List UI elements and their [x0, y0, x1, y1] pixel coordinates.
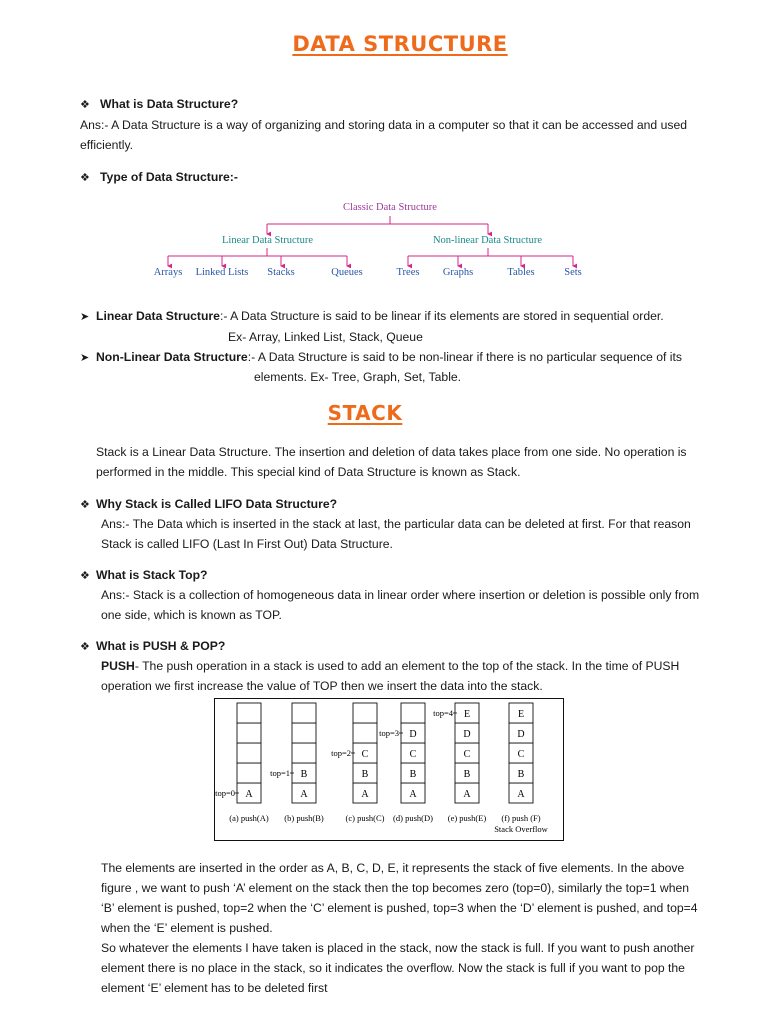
tree-nonlinear-label: Non-linear Data Structure	[432, 235, 543, 246]
stack-cell-letter: E	[517, 709, 525, 720]
stack-intro-line2: performed in the middle. This special kind of Data Structure is known as Stack.	[96, 465, 521, 479]
stack-cell-letter: D	[517, 729, 525, 740]
push-line1-text: - The push operation in a stack is used to add an element to the top of the stack. In the time of PUSH	[134, 659, 680, 673]
push-line2: operation we first increase the value of TOP then we insert the data into the stack.	[101, 679, 543, 693]
stack-caption: (b) push(B)	[284, 813, 324, 823]
stack-cell-letter: A	[463, 789, 471, 800]
stack-cell	[237, 723, 261, 743]
stack-cell	[292, 703, 316, 723]
linear-definition-text: :- A Data Structure is said to be linear if its elements are stored in sequential order.	[219, 309, 664, 323]
linear-term: Linear Data Structure	[96, 309, 220, 323]
stack-cell-letter: C	[361, 749, 369, 760]
stack-cell-letter: C	[409, 749, 417, 760]
diamond-bullet-icon: ❖	[80, 172, 90, 184]
stack-cell	[292, 743, 316, 763]
overflow-line2: element there is no place in the stack, so it indicates the overflow. Now the stack is full if you want to pop the	[101, 961, 685, 975]
explanation-line4: when the ‘E’ element is pushed.	[101, 921, 273, 935]
stack-cell-letter: C	[463, 749, 471, 760]
stack-cell	[353, 703, 377, 723]
diamond-bullet-icon: ❖	[80, 570, 90, 582]
stack-cell-letter: D	[463, 729, 471, 740]
stack-cell-letter: A	[409, 789, 417, 800]
stack-caption: (e) push(E)	[447, 813, 487, 823]
explanation-line3: ‘B’ element is pushed, top=2 when the ‘C’ element is pushed, top=3 when the ‘D’ element is pushed, and top=4	[101, 901, 698, 915]
push-term: PUSH	[101, 659, 135, 673]
stack-cell	[353, 723, 377, 743]
stack-top-label: top=3	[379, 728, 399, 738]
stack-cell	[401, 703, 425, 723]
overflow-line3: element ‘E’ element has to be deleted first	[101, 981, 328, 995]
nonlinear-term: Non-Linear Data Structure	[96, 350, 248, 364]
tree-leaf-stacks: Stacks	[267, 267, 295, 278]
question-text: What is PUSH & POP?	[96, 639, 226, 653]
question-type-of-ds	[80, 167, 238, 188]
stack-cell-letter: B	[463, 769, 471, 780]
stack-cell-letter: A	[361, 789, 369, 800]
tree-leaf-linked-lists: Linked Lists	[195, 267, 249, 278]
stack-cell-letter: D	[409, 729, 417, 740]
tree-linear-label: Linear Data Structure	[222, 235, 313, 246]
stack-title: STACK	[327, 401, 403, 425]
question-text: Type of Data Structure:-	[100, 170, 238, 184]
stack-cell	[237, 743, 261, 763]
stack-top-label: top=0	[215, 788, 235, 798]
stack-intro-line1: Stack is a Linear Data Structure. The insertion and deletion of data takes place from one side. No operation is	[96, 445, 687, 459]
stack-cell-letter: E	[463, 709, 471, 720]
stack-cell	[237, 763, 261, 783]
tree-leaf-trees: Trees	[396, 267, 420, 278]
stack-cell-letter: A	[517, 789, 525, 800]
diamond-bullet-icon: ❖	[80, 641, 90, 653]
answer-what-is-ds-line1: Ans:- A Data Structure is a way of organizing and storing data in a computer so that it can be accessed and used	[80, 118, 688, 132]
stack-caption: (a) push(A)	[229, 813, 269, 823]
question-text: What is Data Structure?	[100, 97, 239, 111]
arrow-bullet-icon: ➤	[80, 352, 90, 364]
stack-top-label: top=4	[433, 708, 453, 718]
explanation-line1: The elements are inserted in the order as A, B, C, D, E, it represents the stack of five elements. In the above	[101, 861, 685, 875]
stack-cell-letter: B	[300, 769, 308, 780]
answer-lifo-line2: Stack is called LIFO (Last In First Out) Data Structure.	[101, 537, 393, 551]
arrow-bullet-icon: ➤	[80, 311, 90, 323]
linear-examples: Ex- Array, Linked List, Stack, Queue	[228, 330, 423, 344]
tree-leaf-arrays: Arrays	[153, 267, 183, 278]
diamond-bullet-icon: ❖	[80, 99, 90, 111]
stack-cell	[237, 703, 261, 723]
question-text: What is Stack Top?	[96, 568, 208, 582]
stack-top-label: top=2	[331, 748, 351, 758]
push-line1	[101, 656, 679, 676]
stack-cell-letter: A	[245, 789, 253, 800]
tree-leaf-queues: Queues	[331, 267, 363, 278]
question-lifo	[80, 494, 337, 515]
linear-definition	[80, 306, 664, 327]
nonlinear-definition	[80, 347, 682, 368]
answer-top-line1: Ans:- Stack is a collection of homogeneous data in linear order where insertion or deletion is possible only from	[101, 588, 700, 602]
push-stack-figure	[214, 698, 564, 841]
question-push-pop	[80, 636, 225, 657]
tree-leaf-sets: Sets	[564, 267, 582, 278]
tree-leaf-graphs: Graphs	[442, 267, 474, 278]
stack-cell-letter: C	[517, 749, 525, 760]
stack-cell	[292, 723, 316, 743]
push-stack-diagram	[215, 699, 563, 840]
stack-caption: (c) push(C)	[345, 813, 385, 823]
stack-cell-letter: B	[409, 769, 417, 780]
question-stack-top	[80, 565, 208, 586]
diamond-bullet-icon: ❖	[80, 499, 90, 511]
answer-top-line2: one side, which is known as TOP.	[101, 608, 282, 622]
question-what-is-ds	[80, 94, 238, 115]
stack-cell-letter: B	[361, 769, 369, 780]
answer-what-is-ds-line2: efficiently.	[80, 138, 134, 152]
stack-caption-overflow: Stack Overflow	[494, 824, 548, 834]
answer-lifo-line1: Ans:- The Data which is inserted in the stack at last, the particular data can be deleted at first. For that reason	[101, 517, 691, 531]
stack-cell-letter: B	[517, 769, 525, 780]
stack-cell-letter: A	[300, 789, 308, 800]
overflow-line1: So whatever the elements I have taken is placed in the stack, now the stack is full. If you want to push another	[101, 941, 695, 955]
question-text: Why Stack is Called LIFO Data Structure?	[96, 497, 338, 511]
nonlinear-definition-text: :- A Data Structure is said to be non-linear if there is no particular sequence of its	[247, 350, 682, 364]
page-title: DATA STRUCTURE	[292, 32, 508, 56]
tree-leaf-tables: Tables	[507, 267, 535, 278]
tree-root-label: Classic Data Structure	[343, 202, 437, 213]
stack-caption: (d) push(D)	[393, 813, 433, 823]
stack-caption: (f) push (F)	[501, 813, 541, 823]
stack-top-label: top=1	[270, 768, 290, 778]
nonlinear-examples: elements. Ex- Tree, Graph, Set, Table.	[254, 370, 462, 384]
explanation-line2: figure , we want to push ‘A’ element on the stack then the top becomes zero (top=0), similarly the top=1 when	[101, 881, 690, 895]
